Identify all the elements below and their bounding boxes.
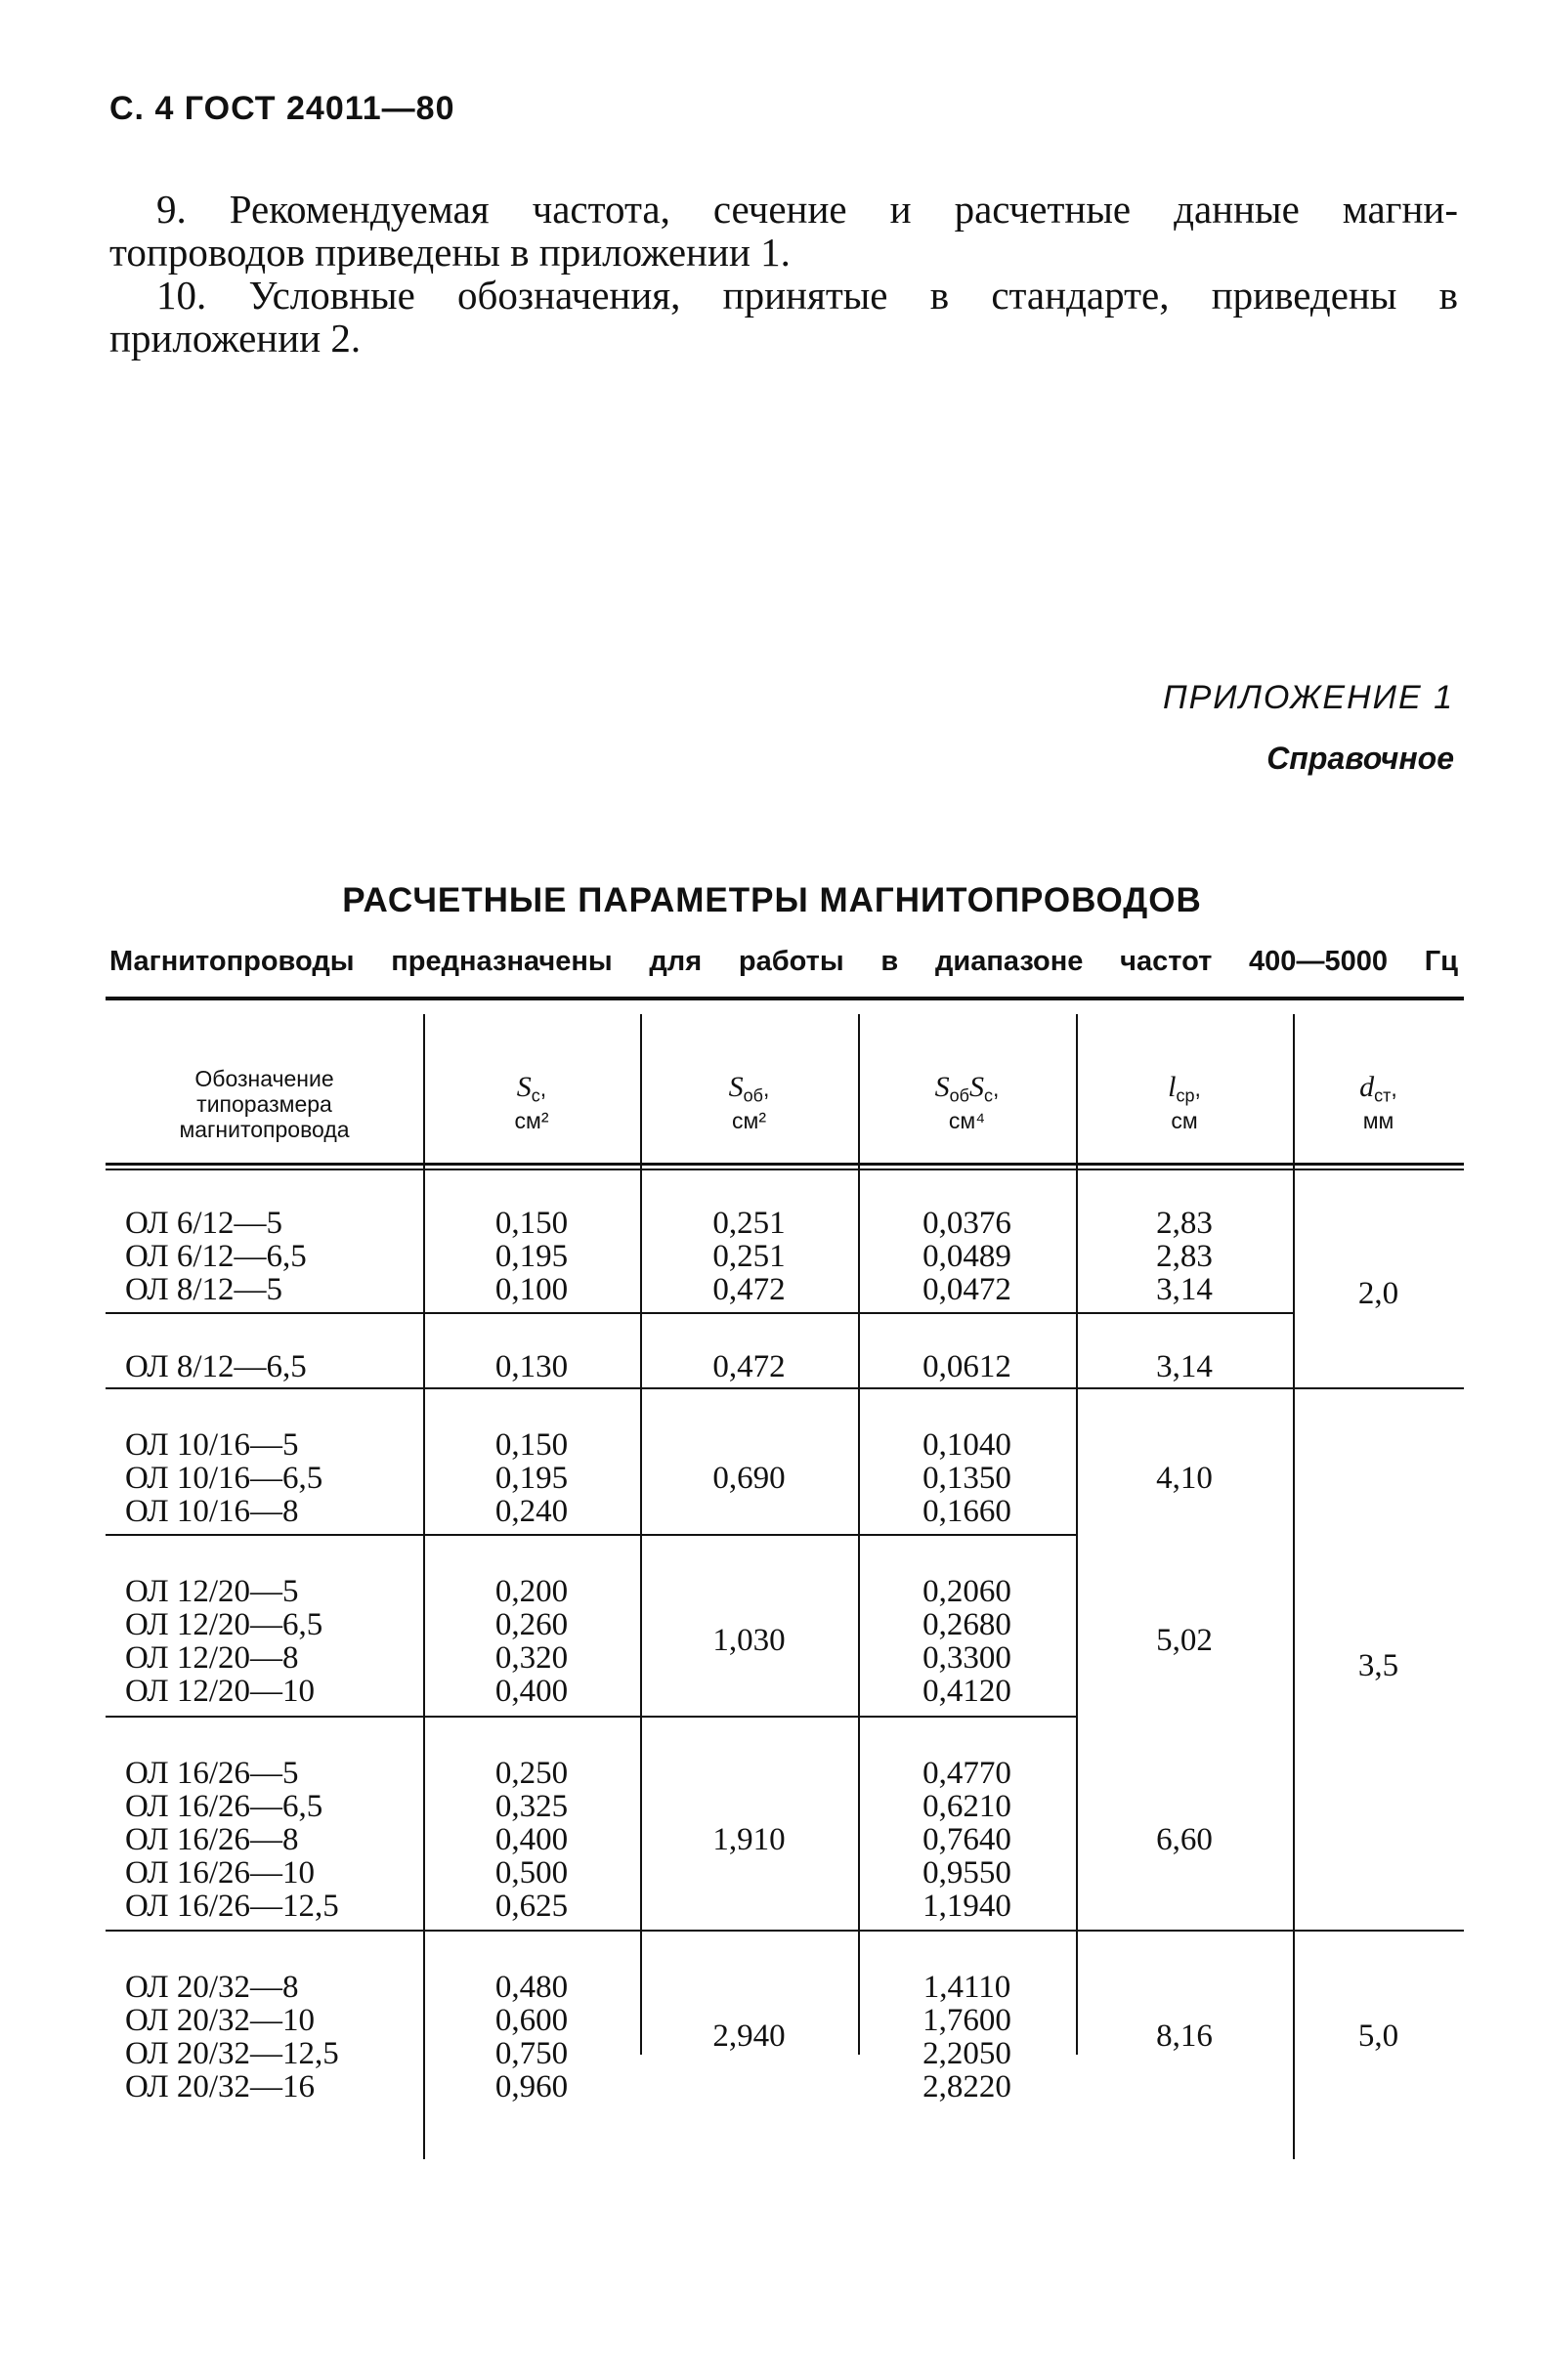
- group-separator: [106, 1387, 1464, 1389]
- column-divider: [1293, 1014, 1295, 2159]
- lcp-values: 6,60: [1156, 1822, 1213, 1857]
- parameters-table: [106, 997, 1464, 2159]
- lcp-values: 2,83 2,83 3,14: [1156, 1206, 1213, 1307]
- sc-values: 0,480 0,600 0,750 0,960: [494, 1970, 569, 2104]
- sc-values: 0,250 0,325 0,400 0,500 0,625: [494, 1756, 569, 1924]
- sob-values: 0,472: [712, 1349, 786, 1384]
- paragraph-9-line-2: топроводов приведены в приложении 1.: [109, 230, 791, 275]
- group-separator: [106, 1534, 1076, 1536]
- header-designation: Обозначение типоразмера магнитопровода: [179, 1066, 350, 1142]
- dct-value: 2,0: [1357, 1276, 1399, 1311]
- header-sc: $S_с$, см²: [514, 1070, 549, 1134]
- sc-values: 0,150 0,195 0,100: [494, 1206, 569, 1307]
- lcp-values: 8,16: [1156, 2019, 1213, 2054]
- appendix-type: Справочное: [1266, 741, 1454, 776]
- page-header: С. 4 ГОСТ 24011—80: [109, 90, 455, 127]
- sob-sc-values: 0,4770 0,6210 0,7640 0,9550 1,1940: [922, 1756, 1011, 1924]
- sob-values: 0,251 0,251 0,472: [712, 1206, 786, 1307]
- row-group-names: ОЛ 16/26—5 ОЛ 16/26—6,5 ОЛ 16/26—8 ОЛ 16/26—10 ОЛ 16/26—12,5: [125, 1756, 339, 1924]
- group-separator: [106, 1930, 1464, 1932]
- lcp-values: 3,14: [1156, 1349, 1213, 1384]
- table-top-border: [106, 997, 1464, 1000]
- paragraph-9-line-1: 9. Рекомендуемая частота, сечение и расчетные данные магни-: [156, 187, 1458, 232]
- sc-values: 0,150 0,195 0,240: [494, 1427, 569, 1529]
- sc-values: 0,200 0,260 0,320 0,400: [494, 1574, 569, 1709]
- sob-sc-values: 0,0612: [922, 1349, 1011, 1384]
- header-separator-2: [106, 1169, 1464, 1170]
- sc-values: 0,130: [494, 1349, 569, 1384]
- sob-values: 0,690: [712, 1461, 786, 1496]
- sob-sc-values: 1,4110 1,7600 2,2050 2,8220: [922, 1970, 1011, 2104]
- dct-value: 5,0: [1357, 2019, 1399, 2054]
- header-dct: $d_{ст}$, мм: [1359, 1070, 1397, 1134]
- row-group-names: ОЛ 20/32—8 ОЛ 20/32—10 ОЛ 20/32—12,5 ОЛ 20/32—16: [125, 1970, 339, 2104]
- paragraph-10-line-1: 10. Условные обозначения, принятые в стандарте, приведены в: [156, 273, 1458, 318]
- row-group-names: ОЛ 12/20—5 ОЛ 12/20—6,5 ОЛ 12/20—8 ОЛ 12/20—10: [125, 1574, 323, 1709]
- header-separator: [106, 1163, 1464, 1166]
- column-divider: [1076, 1014, 1078, 2055]
- sob-values: 2,940: [712, 2019, 786, 2054]
- section-subtitle: Магнитопроводы предназначены для работы в диапазоне частот 400—5000 Гц: [109, 946, 1458, 977]
- paragraph-10: [109, 274, 1458, 360]
- group-separator: [106, 1716, 1076, 1718]
- row-group-names: ОЛ 10/16—5 ОЛ 10/16—6,5 ОЛ 10/16—8: [125, 1427, 323, 1529]
- appendix-block: [1163, 679, 1454, 777]
- header-sob-sc: $S_{об}S_с$, см⁴: [934, 1070, 1000, 1134]
- sob-sc-values: 0,2060 0,2680 0,3300 0,4120: [922, 1574, 1011, 1709]
- appendix-label: ПРИЛОЖЕНИЕ 1: [1162, 679, 1454, 716]
- header-sob: $S_{об}$, см²: [728, 1070, 770, 1134]
- sob-values: 1,030: [712, 1623, 786, 1658]
- row-group-names: ОЛ 8/12—6,5: [125, 1349, 307, 1384]
- row-group-names: ОЛ 6/12—5 ОЛ 6/12—6,5 ОЛ 8/12—5: [125, 1206, 307, 1307]
- sob-values: 1,910: [712, 1822, 786, 1857]
- sob-sc-values: 0,0376 0,0489 0,0472: [922, 1206, 1011, 1307]
- dct-value: 3,5: [1357, 1648, 1399, 1683]
- section-title: РАСЧЕТНЫЕ ПАРАМЕТРЫ МАГНИТОПРОВОДОВ: [342, 881, 1202, 919]
- lcp-values: 4,10: [1156, 1461, 1213, 1496]
- header-lcp: $l_{ср}$, см: [1168, 1070, 1201, 1134]
- paragraph-10-line-2: приложении 2.: [109, 316, 362, 361]
- paragraph-9: [109, 188, 1458, 274]
- sob-sc-values: 0,1040 0,1350 0,1660: [922, 1427, 1011, 1529]
- lcp-values: 5,02: [1156, 1623, 1213, 1658]
- group-separator: [106, 1312, 1293, 1314]
